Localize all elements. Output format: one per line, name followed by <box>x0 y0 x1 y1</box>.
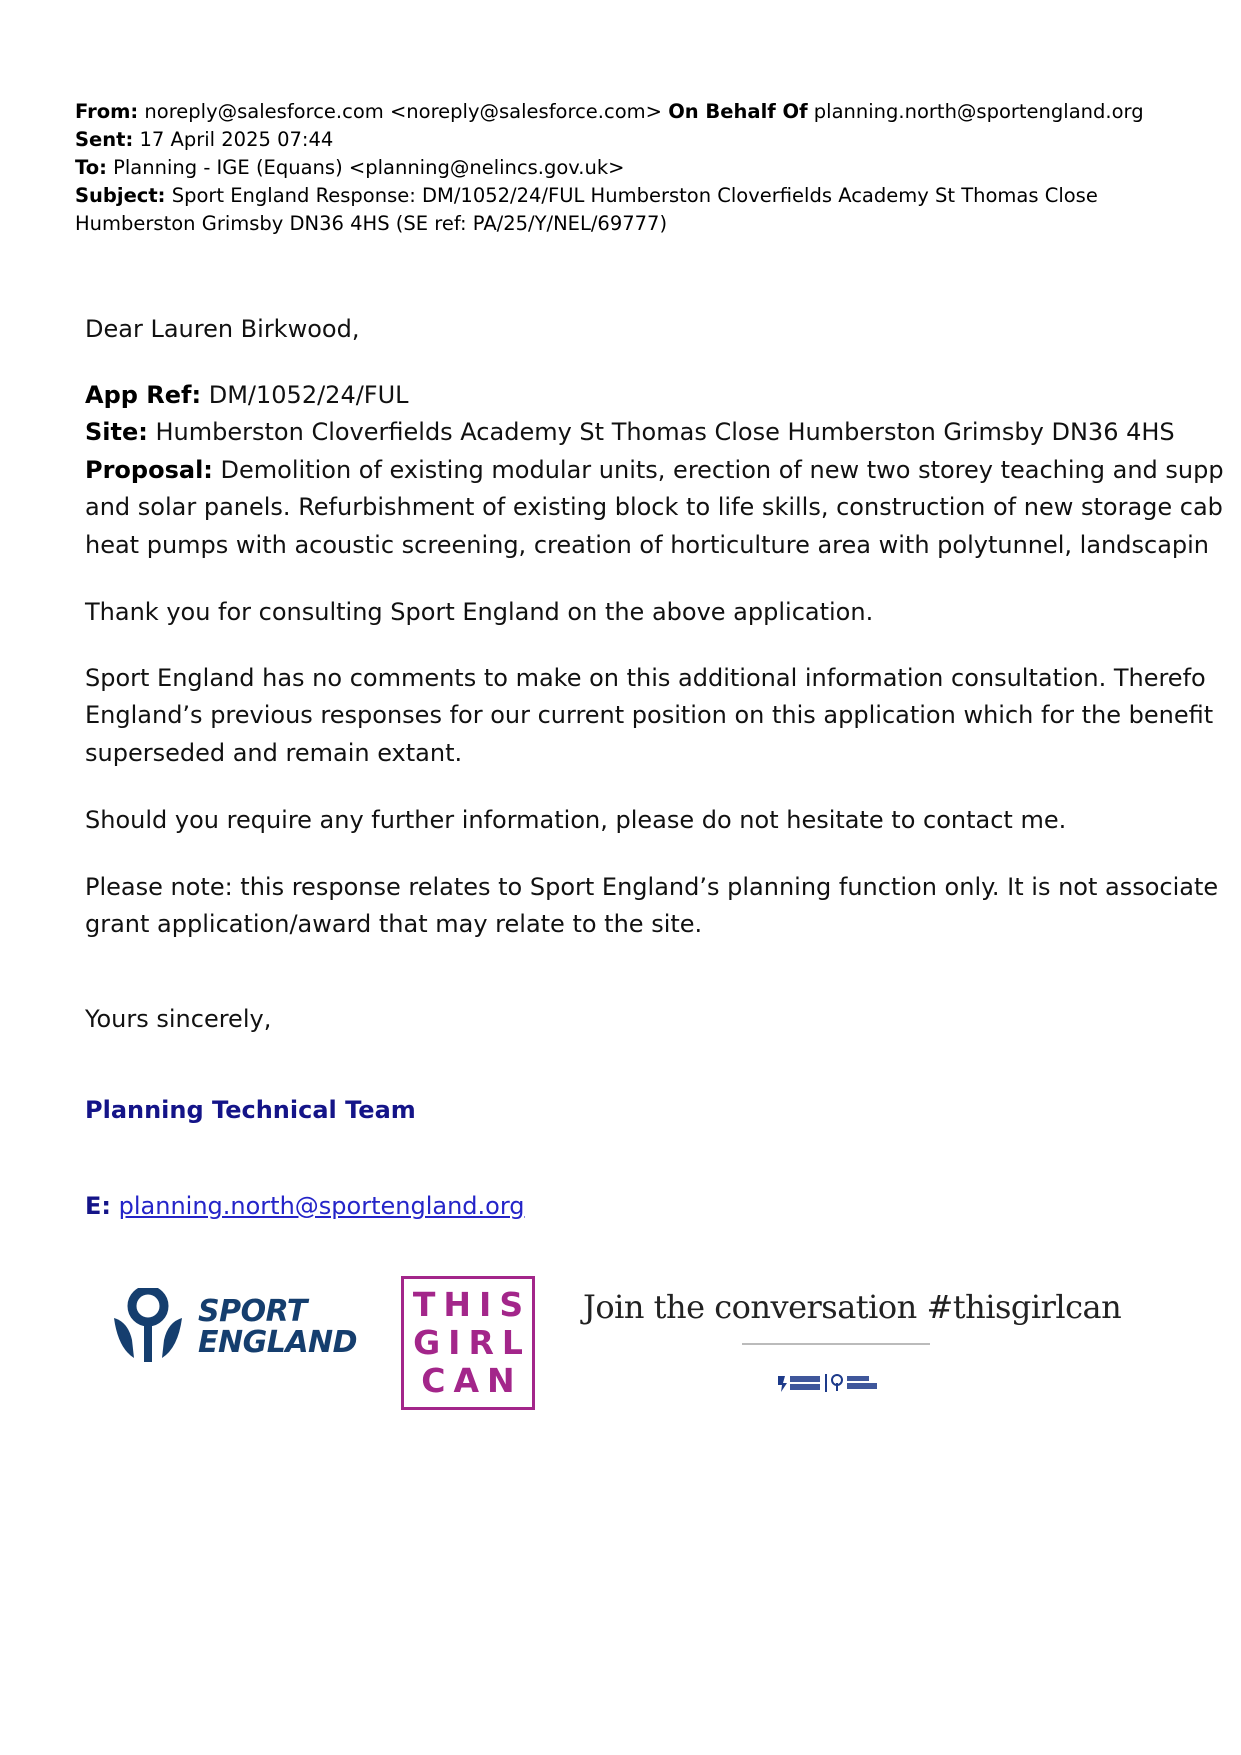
note-line-1: Please note: this response relates to Sport England’s planning function only. It is not associate <box>85 873 1219 901</box>
signature-team: Planning Technical Team <box>85 1096 416 1124</box>
divider <box>742 1343 930 1345</box>
site-value: Humberston Cloverfields Academy St Thomas Close Humberston Grimsby DN36 4HS <box>155 418 1175 446</box>
proposal-label: Proposal: <box>85 456 213 484</box>
site-label: Site: <box>85 418 148 446</box>
sent-line <box>75 126 1175 154</box>
behalf-label: On Behalf Of <box>668 100 808 123</box>
app-ref-line <box>85 377 409 415</box>
this-girl-can-logo <box>401 1276 535 1410</box>
greeting: Dear Lauren Birkwood, <box>85 315 360 343</box>
proposal-line-2: and solar panels. Refurbishment of existing block to life skills, construction of new storage cab <box>85 493 1223 521</box>
subject-label: Subject: <box>75 184 166 207</box>
subject-value: Sport England Response: DM/1052/24/FUL Humberston Cloverfields Academy St Thomas Close Humberston Grimsby DN36 4HS (SE ref: PA/25/Y/NEL/69777) <box>75 184 1098 235</box>
to-line <box>75 154 1175 182</box>
lottery-funded-logo-icon <box>775 1372 900 1394</box>
to-label: To: <box>75 156 107 179</box>
closing: Yours sincerely, <box>85 1005 272 1033</box>
proposal-line-1 <box>85 452 1224 490</box>
signature-email-line <box>85 1192 525 1220</box>
site-line <box>85 414 1175 452</box>
sent-label: Sent: <box>75 128 134 151</box>
from-value: noreply@salesforce.com <noreply@salesforce.com> <box>144 100 662 123</box>
comments-line-1: Sport England has no comments to make on this additional information consultation. Therefo <box>85 664 1206 692</box>
to-value: Planning - IGE (Equans) <planning@nelincs.gov.uk> <box>113 156 625 179</box>
from-label: From: <box>75 100 139 123</box>
email-header <box>75 98 1175 238</box>
email-link[interactable]: planning.north@sportengland.org <box>118 1192 525 1220</box>
app-ref-label: App Ref: <box>85 381 202 409</box>
further-info-paragraph: Should you require any further information, please do not hesitate to contact me. <box>85 806 1067 834</box>
sport-england-logo <box>110 1288 360 1368</box>
tgc-line-1: THIS <box>412 1285 532 1324</box>
sport-england-line-1: SPORT <box>198 1294 307 1329</box>
comments-line-2: England’s previous responses for our current position on this application which for the benefit <box>85 701 1214 729</box>
thanks-paragraph: Thank you for consulting Sport England on the above application. <box>85 598 874 626</box>
email-label: E: <box>85 1192 111 1220</box>
subject-line <box>75 182 1175 238</box>
tgc-line-2: GIRL <box>413 1323 531 1362</box>
app-ref-value: DM/1052/24/FUL <box>208 381 409 409</box>
note-line-2: grant application/award that may relate to the site. <box>85 910 703 938</box>
behalf-value: planning.north@sportengland.org <box>813 100 1144 123</box>
sport-england-wordmark <box>198 1296 357 1358</box>
sport-england-line-2: ENGLAND <box>198 1325 358 1360</box>
sent-value: 17 April 2025 07:44 <box>139 128 334 151</box>
tgc-line-3: CAN <box>421 1361 523 1400</box>
comments-line-3: superseded and remain extant. <box>85 739 463 767</box>
proposal-line-3: heat pumps with acoustic screening, creation of horticulture area with polytunnel, landscapin <box>85 531 1210 559</box>
join-conversation-text: Join the conversation #thisgirlcan <box>583 1288 1122 1326</box>
from-line <box>75 98 1175 126</box>
sport-england-emblem-icon <box>110 1288 190 1368</box>
proposal-text-1: Demolition of existing modular units, erection of new two storey teaching and supp <box>220 456 1224 484</box>
